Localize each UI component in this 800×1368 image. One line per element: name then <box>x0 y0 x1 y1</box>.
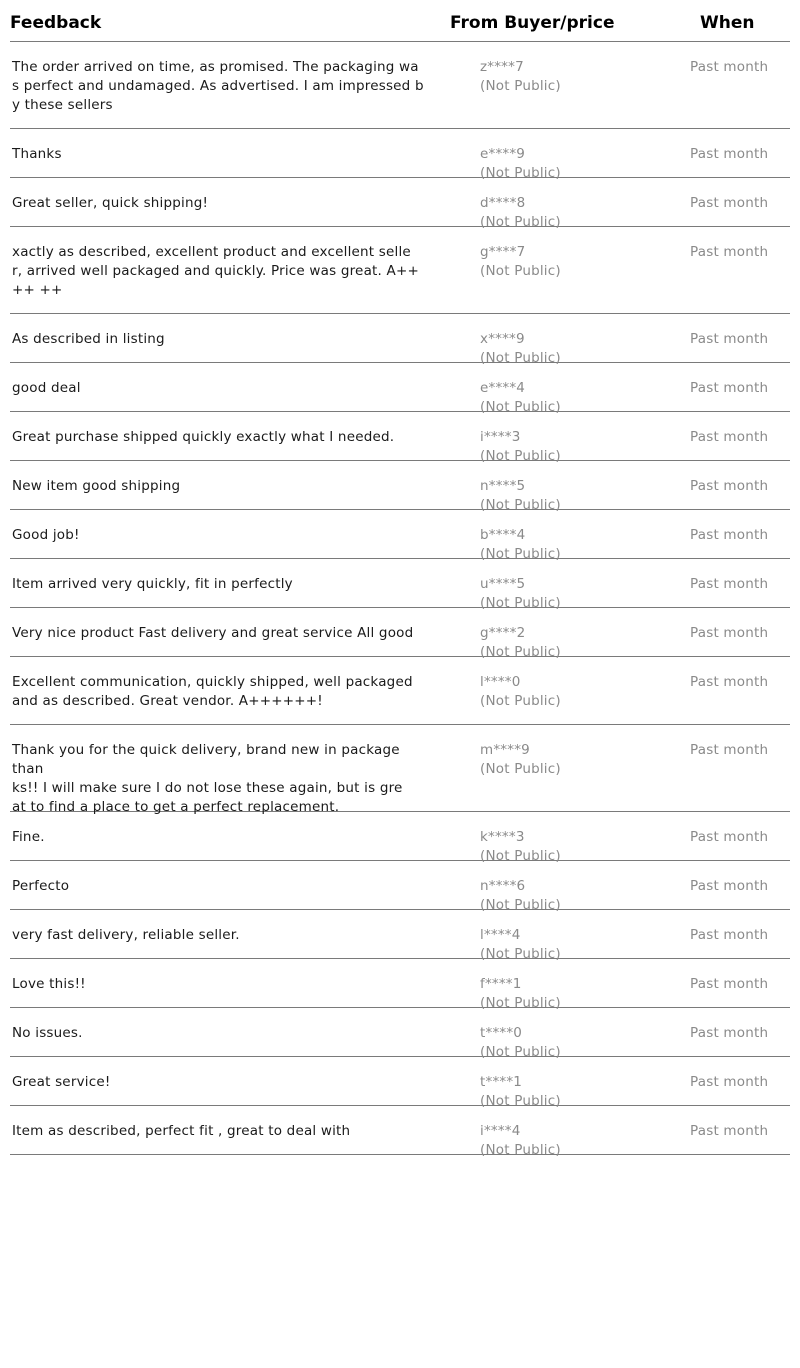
feedback-row <box>10 657 790 725</box>
feedback-row <box>10 959 790 1011</box>
feedback-text: very fast delivery, reliable seller. <box>12 927 240 943</box>
price-not-public: (Not Public) <box>480 946 561 962</box>
feedback-when: Past month <box>690 195 769 211</box>
feedback-text: Very nice product Fast delivery and great service All good <box>12 625 414 641</box>
buyer-id: n****5 <box>480 478 526 494</box>
feedback-when: Past month <box>690 742 769 758</box>
feedback-when: Past month <box>690 576 769 592</box>
buyer-id: x****9 <box>480 331 525 347</box>
feedback-text: xactly as described, excellent product and excellent selle r, arrived well packaged and quickly. Price was great. A++ ++ ++ <box>12 244 419 298</box>
price-not-public: (Not Public) <box>480 1093 561 1109</box>
price-not-public: (Not Public) <box>480 644 561 660</box>
feedback-when: Past month <box>690 976 769 992</box>
buyer-id: d****8 <box>480 195 526 211</box>
feedback-row <box>10 559 790 611</box>
feedback-row <box>10 178 790 230</box>
feedback-when: Past month <box>690 1074 769 1090</box>
feedback-text: Great seller, quick shipping! <box>12 195 209 211</box>
feedback-text: Love this!! <box>12 976 86 992</box>
feedback-text: Excellent communication, quickly shipped, well packaged and as described. Great vendor. A++++++! <box>12 674 413 709</box>
feedback-row <box>10 314 790 366</box>
price-not-public: (Not Public) <box>480 546 561 562</box>
price-not-public: (Not Public) <box>480 448 561 464</box>
feedback-row <box>10 412 790 464</box>
price-not-public: (Not Public) <box>480 1044 561 1060</box>
feedback-when: Past month <box>690 244 769 260</box>
feedback-text: Thank you for the quick delivery, brand new in package than ks!! I will make sure I do not lose these again, but is gre at to find a place to get a perfect replacement. <box>12 742 403 815</box>
buyer-id: z****7 <box>480 59 524 75</box>
column-header-buyer: From Buyer/price <box>450 13 615 33</box>
price-not-public: (Not Public) <box>480 595 561 611</box>
feedback-row <box>10 725 790 815</box>
feedback-when: Past month <box>690 527 769 543</box>
buyer-id: k****3 <box>480 829 525 845</box>
buyer-id: g****2 <box>480 625 526 641</box>
price-not-public: (Not Public) <box>480 165 561 181</box>
feedback-row <box>10 910 790 962</box>
buyer-id: i****4 <box>480 1123 521 1139</box>
price-not-public: (Not Public) <box>480 350 561 366</box>
feedback-text: The order arrived on time, as promised. The packaging wa s perfect and undamaged. As advertised. I am impressed b y these sellers <box>12 59 424 113</box>
buyer-cell <box>480 673 561 711</box>
feedback-text: Thanks <box>12 146 62 162</box>
buyer-id: e****9 <box>480 146 526 162</box>
price-not-public: (Not Public) <box>480 995 561 1011</box>
feedback-row <box>10 227 790 314</box>
feedback-row <box>10 1106 790 1158</box>
feedback-text: Great service! <box>12 1074 111 1090</box>
buyer-id: b****4 <box>480 527 526 543</box>
feedback-row <box>10 129 790 181</box>
column-header-when: When <box>700 13 755 33</box>
price-not-public: (Not Public) <box>480 263 561 279</box>
feedback-row <box>10 461 790 513</box>
price-not-public: (Not Public) <box>480 214 561 230</box>
price-not-public: (Not Public) <box>480 497 561 513</box>
feedback-text: good deal <box>12 380 81 396</box>
feedback-when: Past month <box>690 380 769 396</box>
feedback-text: Perfecto <box>12 878 70 894</box>
feedback-when: Past month <box>690 1123 769 1139</box>
buyer-id: u****5 <box>480 576 526 592</box>
buyer-id: l****4 <box>480 927 521 943</box>
buyer-id: n****6 <box>480 878 526 894</box>
feedback-table-header <box>10 0 790 42</box>
price-not-public: (Not Public) <box>480 399 561 415</box>
feedback-when: Past month <box>690 674 769 690</box>
column-header-feedback: Feedback <box>10 13 102 33</box>
feedback-text: New item good shipping <box>12 478 181 494</box>
feedback-row <box>10 861 790 913</box>
feedback-text: Item as described, perfect fit , great to deal with <box>12 1123 351 1139</box>
buyer-id: l****0 <box>480 674 521 690</box>
buyer-id: m****9 <box>480 742 530 758</box>
feedback-row <box>10 42 790 129</box>
buyer-id: f****1 <box>480 976 522 992</box>
feedback-text: Item arrived very quickly, fit in perfectly <box>12 576 293 592</box>
feedback-when: Past month <box>690 331 769 347</box>
buyer-cell <box>480 741 561 779</box>
feedback-text: As described in listing <box>12 331 165 347</box>
price-not-public: (Not Public) <box>480 761 561 777</box>
price-not-public: (Not Public) <box>480 1142 561 1158</box>
buyer-cell <box>480 58 561 96</box>
feedback-when: Past month <box>690 927 769 943</box>
feedback-row <box>10 363 790 415</box>
feedback-text: Good job! <box>12 527 80 543</box>
feedback-text: Great purchase shipped quickly exactly what I needed. <box>12 429 395 445</box>
price-not-public: (Not Public) <box>480 78 561 94</box>
feedback-when: Past month <box>690 1025 769 1041</box>
buyer-id: t****0 <box>480 1025 523 1041</box>
feedback-row <box>10 1057 790 1109</box>
feedback-row <box>10 510 790 562</box>
feedback-when: Past month <box>690 625 769 641</box>
feedback-when: Past month <box>690 478 769 494</box>
buyer-cell <box>480 243 561 281</box>
feedback-when: Past month <box>690 146 769 162</box>
feedback-when: Past month <box>690 878 769 894</box>
feedback-row <box>10 608 790 660</box>
feedback-text: No issues. <box>12 1025 83 1041</box>
feedback-when: Past month <box>690 429 769 445</box>
buyer-id: i****3 <box>480 429 521 445</box>
feedback-row <box>10 1008 790 1060</box>
feedback-list <box>10 42 790 1158</box>
feedback-when: Past month <box>690 829 769 845</box>
price-not-public: (Not Public) <box>480 693 561 709</box>
buyer-id: t****1 <box>480 1074 523 1090</box>
feedback-text: Fine. <box>12 829 45 845</box>
feedback-when: Past month <box>690 59 769 75</box>
price-not-public: (Not Public) <box>480 897 561 913</box>
price-not-public: (Not Public) <box>480 848 561 864</box>
feedback-row <box>10 812 790 864</box>
buyer-cell <box>480 1122 561 1160</box>
buyer-id: e****4 <box>480 380 526 396</box>
buyer-id: g****7 <box>480 244 526 260</box>
